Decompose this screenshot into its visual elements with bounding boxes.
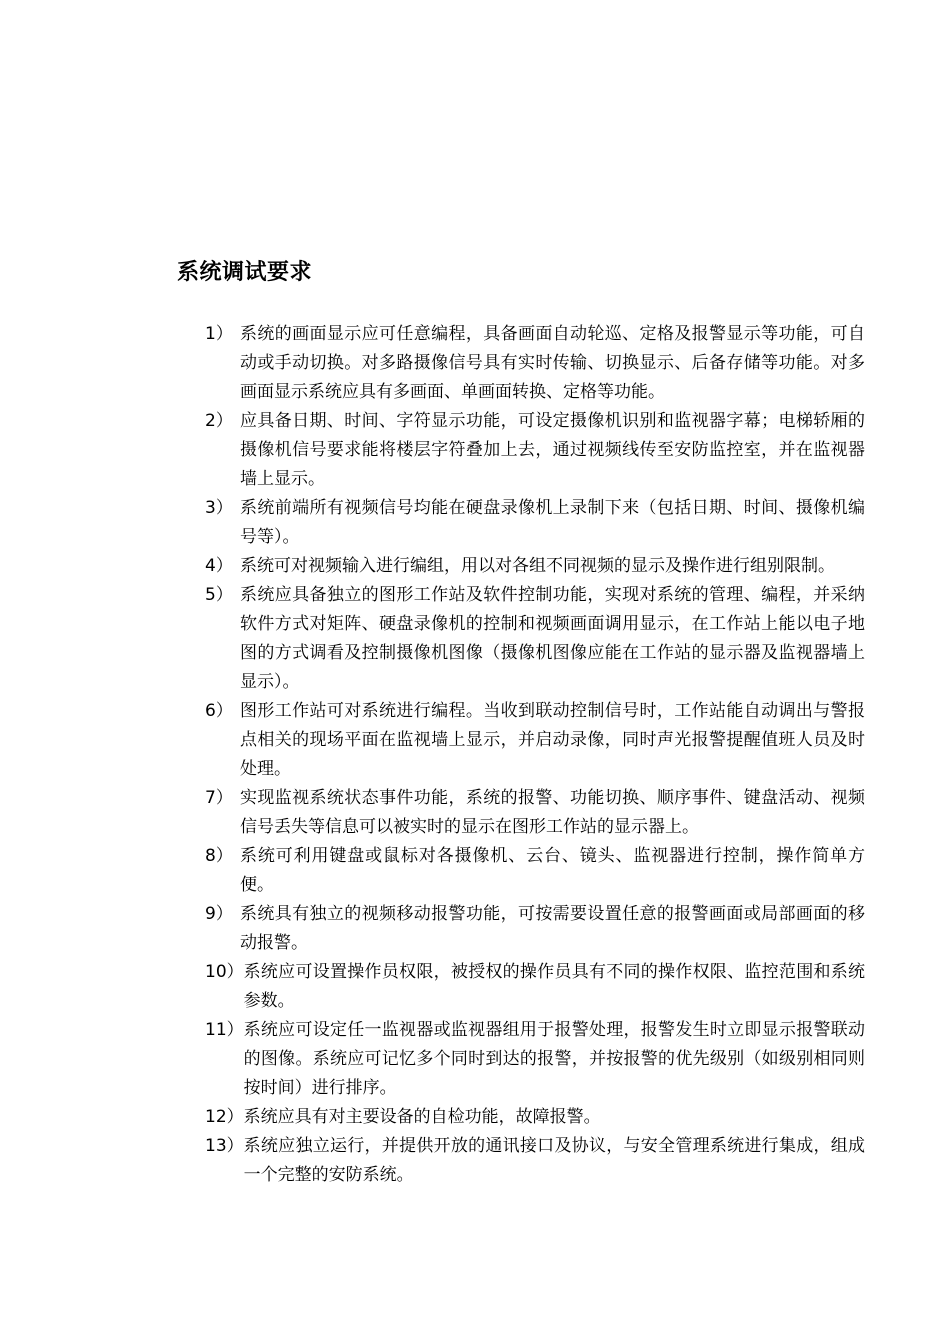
item-text: 系统应具有对主要设备的自检功能，故障报警。 bbox=[243, 1107, 601, 1127]
item-number: 9） bbox=[205, 904, 233, 924]
requirements-list bbox=[205, 320, 865, 1190]
item-number: 12） bbox=[205, 1107, 244, 1127]
item-text: 应具备日期、时间、字符显示功能，可设定摄像机识别和监视器字幕；电梯轿厢的摄像机信号要求能将楼层字符叠加上去，通过视频线传至安防监控室，并在监视器墙上显示。 bbox=[240, 411, 865, 489]
item-text: 系统前端所有视频信号均能在硬盘录像机上录制下来（包括日期、时间、摄像机编号等）。 bbox=[240, 498, 865, 547]
item-number: 10） bbox=[205, 962, 244, 982]
list-item bbox=[205, 494, 865, 552]
item-number: 8） bbox=[205, 846, 233, 866]
item-number: 5） bbox=[205, 585, 233, 605]
item-number: 3） bbox=[205, 498, 233, 518]
list-item bbox=[205, 784, 865, 842]
item-number: 11） bbox=[205, 1020, 244, 1040]
item-text: 系统的画面显示应可任意编程，具备画面自动轮巡、定格及报警显示等功能，可自动或手动切换。对多路摄像信号具有实时传输、切换显示、后备存储等功能。对多画面显示系统应具有多画面、单画面转换、定格等功能。 bbox=[240, 324, 865, 402]
item-text: 图形工作站可对系统进行编程。当收到联动控制信号时，工作站能自动调出与警报点相关的现场平面在监视墙上显示，并启动录像，同时声光报警提醒值班人员及时处理。 bbox=[240, 701, 865, 779]
item-number: 13） bbox=[205, 1136, 244, 1156]
item-number: 7） bbox=[205, 788, 233, 808]
list-item bbox=[205, 552, 865, 581]
item-text: 系统应具备独立的图形工作站及软件控制功能，实现对系统的管理、编程，并采纳软件方式对矩阵、硬盘录像机的控制和视频画面调用显示，在工作站上能以电子地图的方式调看及控制摄像机图像（摄像机图像应能在工作站的显示器及监视器墙上显示）。 bbox=[240, 585, 865, 692]
list-item bbox=[205, 697, 865, 784]
list-item bbox=[205, 407, 865, 494]
list-item bbox=[205, 1132, 865, 1190]
item-number: 6） bbox=[205, 701, 233, 721]
list-item bbox=[205, 1016, 865, 1103]
item-text: 系统应可设置操作员权限，被授权的操作员具有不同的操作权限、监控范围和系统参数。 bbox=[243, 962, 865, 1011]
list-item bbox=[205, 842, 865, 900]
list-item bbox=[205, 320, 865, 407]
item-text: 系统可对视频输入进行编组，用以对各组不同视频的显示及操作进行组别限制。 bbox=[240, 556, 835, 576]
item-text: 系统应可设定任一监视器或监视器组用于报警处理，报警发生时立即显示报警联动的图像。系统应可记忆多个同时到达的报警，并按报警的优先级别（如级别相同则按时间）进行排序。 bbox=[243, 1020, 865, 1098]
item-number: 1） bbox=[205, 324, 233, 344]
list-item bbox=[205, 900, 865, 958]
item-text: 实现监视系统状态事件功能，系统的报警、功能切换、顺序事件、键盘活动、视频信号丢失等信息可以被实时的显示在图形工作站的显示器上。 bbox=[240, 788, 865, 837]
item-text: 系统具有独立的视频移动报警功能，可按需要设置任意的报警画面或局部画面的移动报警。 bbox=[240, 904, 865, 953]
item-number: 2） bbox=[205, 411, 233, 431]
item-text: 系统应独立运行，并提供开放的通讯接口及协议，与安全管理系统进行集成，组成一个完整的安防系统。 bbox=[243, 1136, 865, 1185]
list-item bbox=[205, 958, 865, 1016]
list-item bbox=[205, 581, 865, 697]
list-item bbox=[205, 1103, 865, 1132]
page-title: 系统调试要求 bbox=[177, 260, 313, 285]
item-text: 系统可利用键盘或鼠标对各摄像机、云台、镜头、监视器进行控制，操作简单方便。 bbox=[240, 846, 865, 895]
item-number: 4） bbox=[205, 556, 233, 576]
